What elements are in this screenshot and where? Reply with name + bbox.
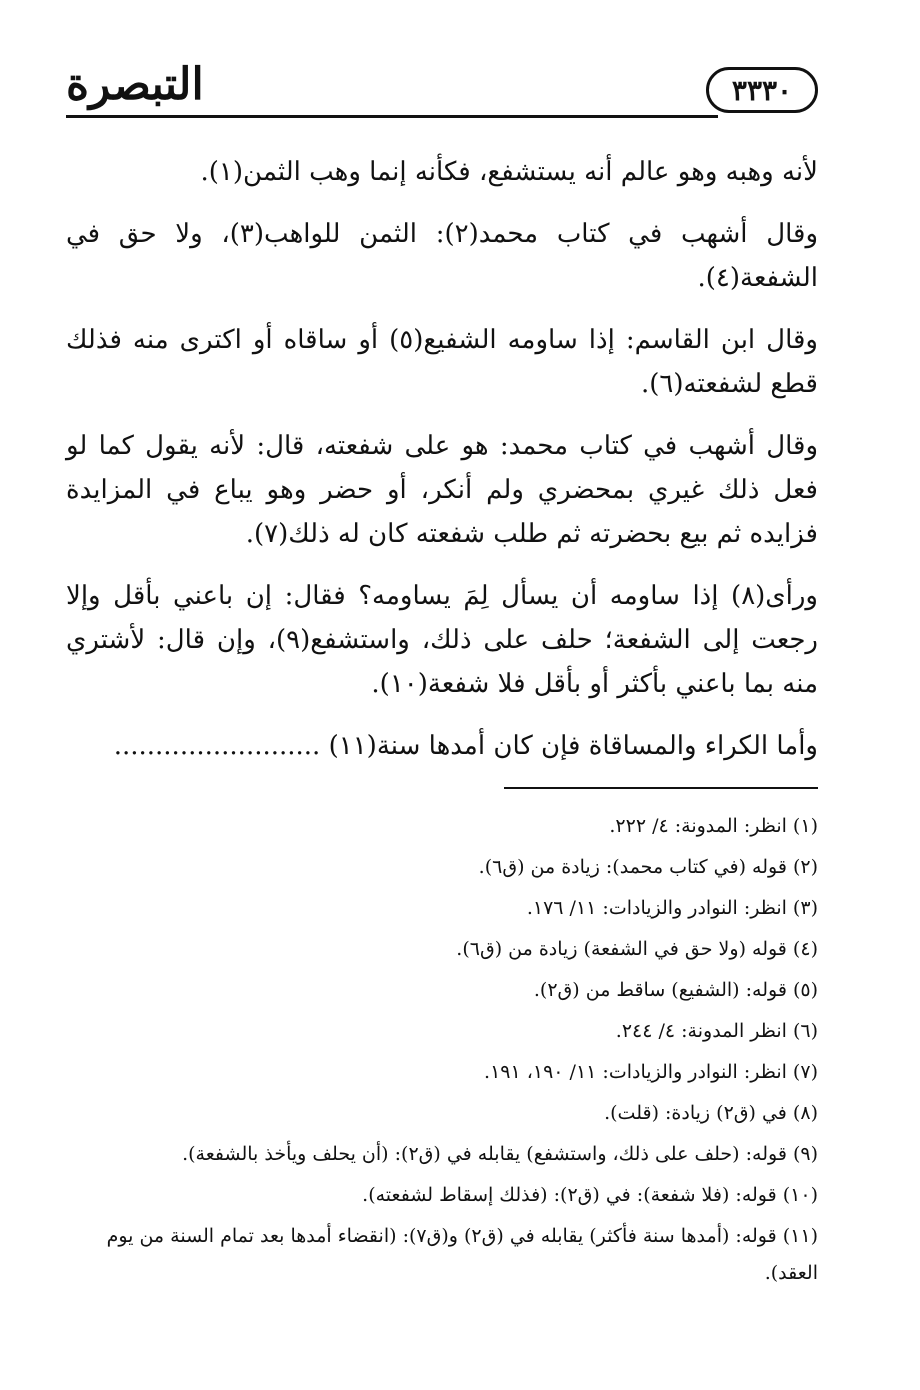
footnotes <box>66 808 818 1296</box>
paragraph: وقال أشهب في كتاب محمد(٢): الثمن للواهب(٣)، ولا حق في الشفعة(٤). <box>66 219 818 293</box>
paragraph: وأما الكراء والمساقاة فإن كان أمدها سنة(١١) ......................... <box>113 731 818 761</box>
footnote: (٧) انظر: النوادر والزيادات: ١١/ ١٩٠، ١٩١. <box>484 1061 818 1083</box>
paragraph: وقال أشهب في كتاب محمد: هو على شفعته، قال: لأنه يقول كما لو فعل ذلك غيري بمحضري ولم أنكر، أو حضر وهو يباع في المزايدة فزايده ثم بيع بحضرته ثم طلب شفعته كان له ذلك(٧). <box>66 431 818 549</box>
book-title: التبصرة <box>66 59 204 110</box>
page-number: ٣٣٣٠ <box>706 67 818 113</box>
header-rule <box>66 115 718 118</box>
footnote: (٨) في (ق٢) زيادة: (قلت). <box>604 1102 818 1124</box>
paragraph: ورأى(٨) إذا ساومه أن يسأل لِمَ يساومه؟ فقال: إن باعني بأقل وإلا رجعت إلى الشفعة؛ حلف على ذلك، واستشفع(٩)، وإن قال: لأشتري منه بما باعني بأكثر أو بأقل فلا شفعة(١٠). <box>66 581 818 699</box>
paragraph: وقال ابن القاسم: إذا ساومه الشفيع(٥) أو ساقاه أو اكترى منه فذلك قطع لشفعته(٦). <box>66 325 818 399</box>
footnote: (٦) انظر المدونة: ٤/ ٢٤٤. <box>615 1020 818 1042</box>
footnote: (١١) قوله: (أمدها سنة فأكثر) يقابله في (ق٢) و(ق٧): (انقضاء أمدها بعد تمام السنة من يوم العقد). <box>106 1225 818 1284</box>
paragraph: لأنه وهبه وهو عالم أنه يستشفع، فكأنه إنما وهب الثمن(١). <box>200 157 818 187</box>
footnote: (٥) قوله: (الشفيع) ساقط من (ق٢). <box>533 979 818 1001</box>
footnote: (٢) قوله (في كتاب محمد): زيادة من (ق٦). <box>478 856 818 878</box>
footnote-separator <box>504 787 818 789</box>
page-header <box>66 55 818 125</box>
main-text <box>66 150 818 786</box>
footnote: (٩) قوله: (حلف على ذلك، واستشفع) يقابله في (ق٢): (أن يحلف ويأخذ بالشفعة). <box>182 1143 818 1165</box>
footnote: (٣) انظر: النوادر والزيادات: ١١/ ١٧٦. <box>526 897 818 919</box>
footnote: (١) انظر: المدونة: ٤/ ٢٢٢. <box>609 815 818 837</box>
footnote: (١٠) قوله: (فلا شفعة): في (ق٢): (فذلك إسقاط لشفعته). <box>362 1184 818 1206</box>
footnote: (٤) قوله (ولا حق في الشفعة) زيادة من (ق٦). <box>456 938 818 960</box>
